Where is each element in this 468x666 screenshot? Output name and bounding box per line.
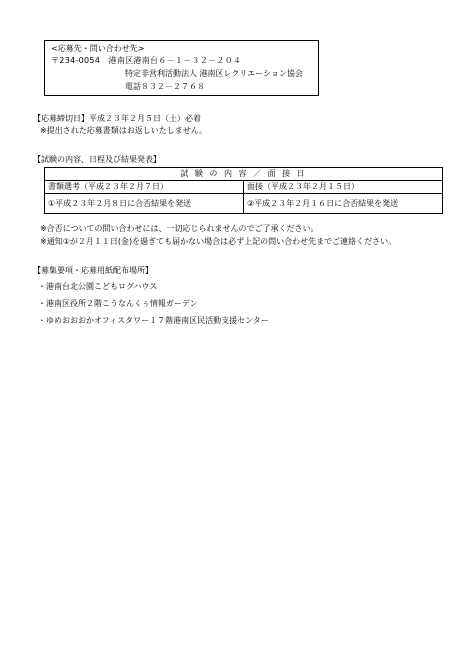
distribution-title: 【募集要項・応募用紙配布場所】 [33,266,153,275]
contact-organization: 特定非営利活動法人 港南区レクリエーション協会 [125,69,303,78]
deadline-title: 【応募締切日】 [33,114,89,123]
exam-column-label: 面接（平成２３年２月１５日） [244,181,443,194]
distribution-item: ・ゆめおおおかオフィスタワー１７階港南区民活動支援センター [38,316,269,325]
exam-title: 【試験の内容、日程及び結果発表】 [33,155,161,164]
exam-column-label: 書類選考（平成２３年２月７日） [45,181,244,194]
contact-address: 〒234-0054 港南区港南台６－１－３２－２０４ [51,56,242,65]
distribution-item: ・港南区役所２階こうなんくぅ情報ガーデン [38,299,198,308]
deadline-note: ※提出された応募書類はお返しいたしません。 [40,126,208,135]
contact-phone: 電話８３２－２７６８ [125,82,205,91]
contact-heading: <応募先・問い合わせ先> [51,44,145,53]
exam-result: ②平成２３年２月１６日に合否結果を発送 [244,194,443,214]
exam-note: ※合否についての問い合わせには、一切応じられませんのでご了承ください。 [40,224,319,233]
deadline-date: 平成２３年２月５日（土）必着 [89,114,201,123]
contact-box [44,40,319,96]
distribution-item: ・港南台北公園こどもログハウス [38,282,158,291]
deadline-section [33,114,201,124]
exam-result: ①平成２３年２月８日に合否結果を発送 [45,194,244,214]
exam-note: ※通知①が２月１１日(金)を過ぎても届かない場合は必ず上記の問い合わせ先までご連絡ください。 [40,237,397,246]
exam-table-header: 試 験 の 内 容 ／ 面 接 日 [45,168,443,181]
exam-table [44,167,443,214]
